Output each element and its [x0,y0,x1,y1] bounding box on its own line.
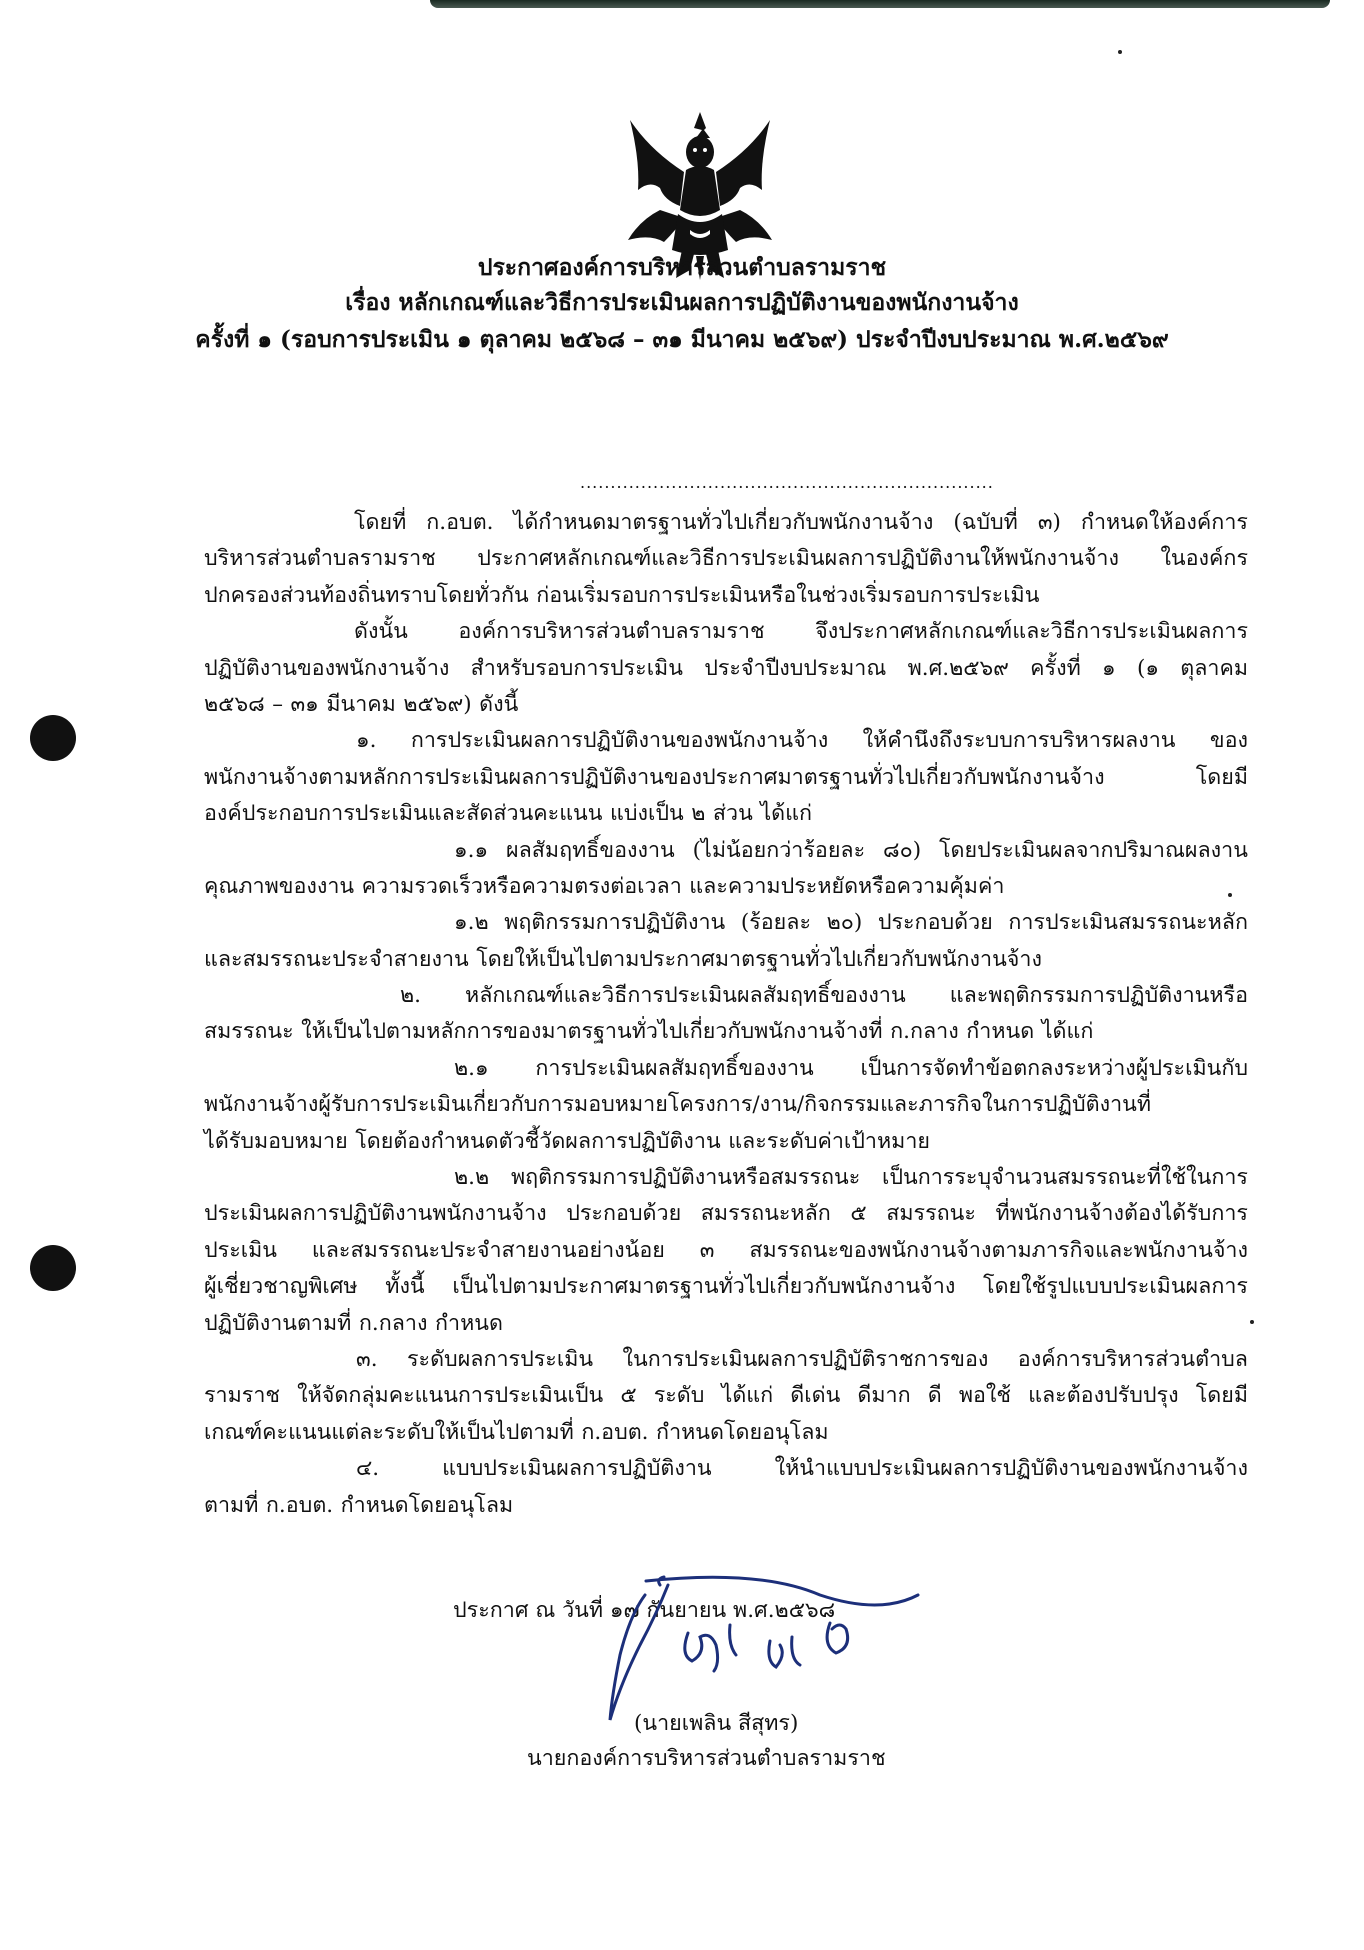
body-word: ปฏิบัติงานตามที่ [204,1310,352,1336]
body-word: องค์การบริหารส่วนตำบลรามราช [458,619,765,645]
body-word: ประกาศหลักเกณฑ์และวิธีการประเมินผลการปฏิบัติงานให้พนักงานจ้าง [477,546,1119,572]
body-word: ๒๕๖๘ [204,691,265,717]
body-word: เป็นไปตามประกาศมาตรฐานทั่วไปเกี่ยวกับพนักงานจ้าง [452,1274,956,1300]
body-line [204,505,1248,541]
scan-edge-shadow [430,0,1330,8]
body-word: พฤติกรรมการปฏิบัติงานหรือสมรรถนะ [510,1165,861,1191]
body-word: เกณฑ์คะแนนแต่ละระดับให้เป็นไปตามที่ [204,1419,574,1445]
body-line [204,869,1248,905]
body-line [204,1087,1248,1123]
title-separator: .................................................................... [580,473,994,492]
document-title-line-1: ประกาศองค์การบริหารส่วนตำบลรามราช [477,254,887,281]
body-word: ดังนั้น [354,619,408,645]
body-word: กำหนด [435,1310,503,1336]
body-word: การประเมินสมรรถนะหลัก [1008,910,1248,936]
body-word: ๒.๑ [454,1055,489,1081]
body-word: – [272,691,283,717]
body-word: สมรรถนะของพนักงานจ้างตามภารกิจและพนักงานจ้าง [749,1237,1248,1263]
body-word: โดยประเมินผลจากปริมาณผลงาน [938,837,1248,863]
body-word: และต้องปรับปรุง [1028,1383,1179,1409]
body-word: ได้แก่ [1041,1019,1094,1045]
body-word: องค์ประกอบการประเมินและสัดส่วนคะแนน [204,801,603,827]
body-word: ระดับผลการประเมิน [406,1346,594,1372]
body-word: ๒. [400,983,422,1009]
body-line [204,1415,1248,1451]
body-word: (ร้อยละ [740,910,811,936]
body-word: ๓ [699,1237,715,1263]
body-word: เป็นการจัดทำข้อตกลงระหว่างผู้ประเมินกับ [860,1055,1248,1081]
body-word: โดยใช้รูปแบบประเมินผลการ [983,1274,1248,1300]
body-word: (ไม่น้อยกว่าร้อยละ [692,837,866,863]
body-line [204,1306,1248,1342]
body-word: โดยมี [1195,1383,1248,1409]
body-word: และพฤติกรรมการปฏิบัติงานหรือ [949,983,1248,1009]
body-word: ปกครองส่วนท้องถิ่นทราบโดยทั่วกัน [204,582,529,608]
body-word: ๒ [691,801,706,827]
body-word: ความรวดเร็วหรือความตรงต่อเวลา [361,873,682,899]
body-word: ก.อบต. [265,1492,334,1518]
body-line [204,905,1248,941]
body-word: ได้กำหนดมาตรฐานทั่วไปเกี่ยวกับพนักงานจ้าง [513,510,934,535]
body-word: ในองค์กร [1160,546,1248,572]
document-title-line-3: ครั้งที่ ๑ (รอบการประเมิน ๑ ตุลาคม ๒๕๖๘ – ๓๑ มีนาคม ๒๕๖๙) ประจำปีงบประมาณ พ.ศ.๒๕๖๙ [195,326,1169,353]
body-word: ๑.๑ [454,837,489,863]
body-word: ประกอบด้วย [566,1201,682,1227]
body-word: การประเมินผลการปฏิบัติงานของพนักงานจ้าง [410,728,829,754]
body-word: ตุลาคม [1180,655,1248,681]
scan-speck [1250,1320,1254,1324]
body-line [204,1378,1248,1414]
body-word: ทั้งนี้ [385,1274,425,1300]
document-title-line-2: เรื่อง หลักเกณฑ์และวิธีการประเมินผลการปฏิบัติงานของพนักงานจ้าง [345,289,1019,316]
body-line [204,1488,1248,1524]
punch-hole-bottom [30,1245,76,1291]
body-word: ๕ [850,1201,867,1227]
body-word: และความประหยัดหรือความคุ้มค่า [689,873,1005,899]
body-word: ระดับ [653,1383,705,1409]
signer-position: นายกองค์การบริหารส่วนตำบลรามราช [527,1746,886,1771]
body-line [204,1160,1248,1196]
body-word: ให้คำนึงถึงระบบการบริหารผลงาน [862,728,1176,754]
body-word: ให้เป็นไปตามหลักการของมาตรฐานทั่วไปเกี่ยวกับพนักงานจ้างที่ [301,1019,883,1045]
body-word: ได้แก่ [721,1383,774,1409]
body-line [204,1124,1248,1160]
body-word: ให้นำแบบประเมินผลการปฏิบัติงานของพนักงานจ้าง [774,1456,1248,1482]
body-word: ๓. [356,1346,378,1372]
body-word: ๔. [356,1456,380,1482]
body-word: บริหารส่วนตำบลรามราช [204,546,436,572]
body-word: โดยต้องกำหนดตัวชี้วัดผลการปฏิบัติงาน [355,1128,721,1154]
body-word: ๑. [356,728,377,754]
body-line [204,833,1248,869]
body-word: (๑ [1136,655,1159,681]
body-word: ที่พนักงานจ้างต้องได้รับการ [995,1201,1248,1227]
body-line [204,1451,1248,1487]
body-word: ก.อบต. [581,1419,649,1445]
body-word: หลักเกณฑ์และวิธีการประเมินผลสัมฤทธิ์ของงาน [465,983,906,1009]
body-word: ครั้งที่ [1030,655,1081,681]
body-word: ประเมินผลการปฏิบัติงานพนักงานจ้าง [204,1201,547,1227]
body-line [204,1269,1248,1305]
body-word: กำหนด [966,1019,1035,1045]
body-word: ในการประเมินผลการปฏิบัติราชการของ [622,1346,989,1372]
body-word: ผู้เชี่ยวชาญพิเศษ [204,1274,358,1300]
body-word: กำหนดให้องค์การ [1080,510,1248,535]
body-line [204,1342,1248,1378]
body-word: โดยมี [1195,764,1248,790]
body-word: ๓) [1037,510,1061,535]
body-line [204,687,1248,723]
body-word: พอใช้ [958,1383,1011,1409]
punch-hole-top [30,715,76,761]
body-word: กำหนดโดยอนุโลม [656,1419,829,1445]
body-word: ก.กลาง [890,1019,959,1045]
body-word: และระดับค่าเป้าหมาย [728,1128,931,1154]
document-body [204,505,1248,1524]
body-word: ดีเด่น [790,1383,841,1409]
body-word: จึงประกาศหลักเกณฑ์และวิธีการประเมินผลการ [815,619,1248,645]
body-word: โดยให้เป็นไปตามประกาศมาตรฐานทั่วไปเกี่ยวกับพนักงานจ้าง [476,946,1042,972]
body-word: องค์การบริหารส่วนตำบล [1017,1346,1248,1372]
scan-speck [1118,50,1122,54]
body-word: ๒๕๖๙) [403,691,472,717]
body-word: ให้จัดกลุ่มคะแนนการประเมินเป็น [297,1383,604,1409]
body-line [204,651,1248,687]
body-word: ๒๐) [826,910,863,936]
body-word: พนักงานจ้างผู้รับการประเมินเกี่ยวกับการมอบหมายโครงการ/งาน/กิจกรรมและภารกิจในการปฏิบัติงานที่ [204,1092,1152,1118]
body-word: ประเมิน [204,1237,277,1263]
body-word: ผลสัมฤทธิ์ของงาน [506,837,675,863]
body-word: ๑.๒ [454,910,489,936]
body-word: คุณภาพของงาน [204,873,355,899]
body-line [204,541,1248,577]
body-word: การประเมินผลสัมฤทธิ์ของงาน [535,1055,814,1081]
body-word: ปฏิบัติงานของพนักงานจ้าง [204,655,450,681]
announce-date: ประกาศ ณ วันที่ ๑๗ กันยายน พ.ศ.๒๕๖๘ [453,1598,836,1623]
body-word: สมรรถนะ [886,1201,976,1227]
body-word: (ฉบับที่ [953,510,1018,535]
body-line [204,978,1248,1014]
body-word: ดี [927,1383,942,1409]
body-line [204,614,1248,650]
body-word: ๒.๒ [454,1165,490,1191]
body-word: ส่วน [712,801,753,827]
body-line [204,1196,1248,1232]
body-word: ๓๑ [290,691,319,717]
body-word: ดีมาก [857,1383,911,1409]
handwritten-signature [560,1575,980,1725]
body-word: เป็นการระบุจำนวนสมรรถนะที่ใช้ในการ [882,1165,1248,1191]
body-word: และสมรรถนะประจำสายงานอย่างน้อย [311,1237,665,1263]
body-word: ประกอบด้วย [877,910,993,936]
body-word: ๘๐) [883,837,922,863]
body-word: พนักงานจ้างตามหลักการประเมินผลการปฏิบัติงานของประกาศมาตรฐานทั่วไปเกี่ยวกับพนักงานจ้าง [204,764,1105,790]
body-word: พ.ศ.๒๕๖๙ [907,655,1009,681]
body-word: รามราช [204,1383,281,1409]
body-word: ก.กลาง [358,1310,428,1336]
body-word: ตามที่ [204,1492,259,1518]
body-word: สมรรถนะหลัก [700,1201,831,1227]
body-line [204,1051,1248,1087]
body-line [204,1233,1248,1269]
body-word: โดยที่ [354,510,407,535]
body-word: สมรรถนะ [204,1019,294,1045]
body-word: ก่อนเริ่มรอบการประเมินหรือในช่วงเริ่มรอบการประเมิน [536,582,1040,608]
body-line [204,1014,1248,1050]
body-word: ประจำปีงบประมาณ [704,655,887,681]
body-word: และสมรรถนะประจำสายงาน [204,946,469,972]
body-word: ๑ [1102,655,1116,681]
body-word: พฤติกรรมการปฏิบัติงาน [504,910,726,936]
body-line [204,760,1248,796]
body-word: มีนาคม [326,691,396,717]
body-word: ดังนี้ [479,691,519,717]
body-word: ของ [1209,728,1248,754]
body-word: แบบประเมินผลการปฏิบัติงาน [442,1456,712,1482]
body-line [204,578,1248,614]
body-word: สำหรับรอบการประเมิน [470,655,683,681]
body-line [204,723,1248,759]
body-word: ได้แก่ [760,801,812,827]
signer-name: (นายเพลิน สีสุทร) [634,1711,799,1736]
body-word: ๕ [620,1383,637,1409]
body-word: ก.อบต. [426,510,494,535]
body-word: กำหนดโดยอนุโลม [340,1492,514,1518]
body-word: แบ่งเป็น [609,801,684,827]
body-word: ได้รับมอบหมาย [204,1128,348,1154]
body-line [204,942,1248,978]
body-line [204,796,1248,832]
